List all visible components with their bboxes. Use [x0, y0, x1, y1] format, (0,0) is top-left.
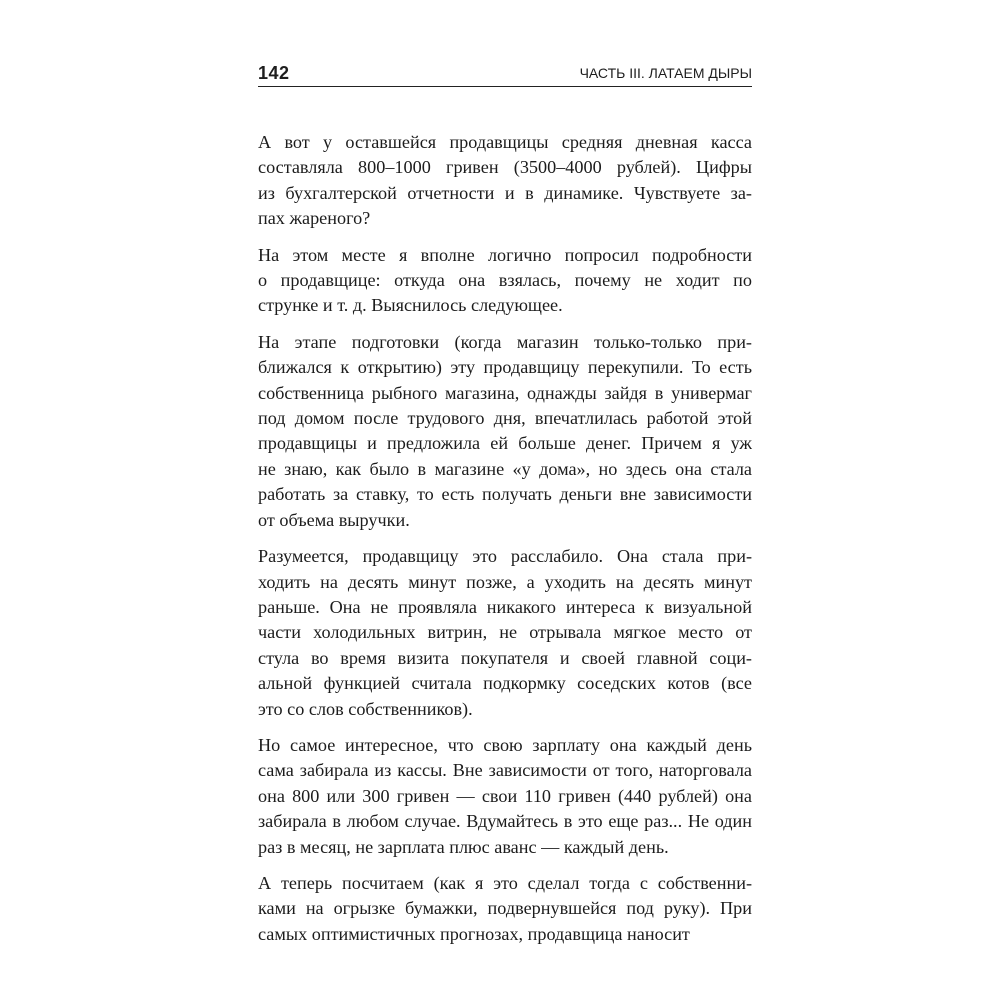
text-line: не знаю, как было в магазине «у дома», но здесь она стала — [258, 458, 752, 479]
page-number: 142 — [258, 63, 290, 83]
text-line: сама забирала из кассы. Вне зависимости от того, наторговала — [258, 760, 752, 781]
running-head — [258, 56, 752, 82]
text-line: Но самое интересное, что свою зарплату она каждый день — [258, 734, 752, 755]
text-line: продавщицы и предложила ей больше денег. Причем я уж — [258, 433, 752, 454]
text-line: под домом после трудового дня, впечатлилась работой этой — [258, 408, 752, 429]
text-line: собственница рыбного магазина, однажды зайдя в универмаг — [258, 382, 752, 403]
paragraph — [258, 733, 752, 860]
text-line: А вот у оставшейся продавщицы средняя дневная касса — [258, 132, 752, 152]
text-line: о продавщице: откуда она взялась, почему не ходит по — [258, 270, 752, 291]
section-title: ЧАСТЬ III. ЛАТАЕМ ДЫРЫ — [579, 65, 752, 81]
text-line: из бухгалтерской отчетности и в динамике. Чувствуете за- — [258, 182, 752, 203]
text-line: А теперь посчитаем (как я это сделал тогда с собственни- — [258, 872, 752, 893]
text-line: альной функцией считала подкормку соседских котов (все — [258, 673, 752, 694]
text-line: пах жареного? — [258, 208, 371, 229]
paragraph — [258, 243, 752, 319]
text-line: На этапе подготовки (когда магазин только-только при- — [258, 331, 752, 352]
text-line: Разумеется, продавщицу это расслабило. Она стала при- — [258, 546, 752, 567]
paragraph — [258, 330, 752, 533]
text-line: части холодильных витрин, не отрывала мягкое место от — [258, 622, 752, 643]
text-line: самых оптимистичных прогнозах, продавщица наносит — [258, 923, 690, 944]
text-line: ками на огрызке бумажки, подвернувшейся под руку). При — [258, 898, 752, 919]
body-text — [258, 130, 752, 958]
header-rule — [258, 86, 752, 87]
text-line: струнке и т. д. Выяснилось следующее. — [258, 295, 563, 316]
text-line: составляла 800–1000 гривен (3500–4000 рублей). Цифры — [258, 157, 752, 178]
text-line: от объема выручки. — [258, 509, 410, 530]
text-line: работать за ставку, то есть получать деньги вне зависимости — [258, 484, 752, 505]
text-line: стула во время визита покупателя и своей главной соци- — [258, 647, 752, 668]
text-line: она 800 или 300 гривен — свои 110 гривен (440 рублей) она — [258, 785, 752, 806]
paragraph — [258, 544, 752, 722]
text-line: ходить на десять минут позже, а уходить на десять минут — [258, 571, 752, 592]
paragraph — [258, 871, 752, 947]
text-line: раз в месяц, не зарплата плюс аванс — каждый день. — [258, 836, 669, 857]
text-line: забирала в любом случае. Вдумайтесь в это еще раз... Не один — [258, 811, 752, 832]
text-line: это со слов собственников). — [258, 698, 473, 719]
text-line: На этом месте я вполне логично попросил подробности — [258, 244, 752, 265]
text-line: ближался к открытию) эту продавщицу перекупили. То есть — [258, 357, 752, 378]
paragraph — [258, 130, 752, 232]
text-line: раньше. Она не проявляла никакого интереса к визуальной — [258, 596, 752, 617]
